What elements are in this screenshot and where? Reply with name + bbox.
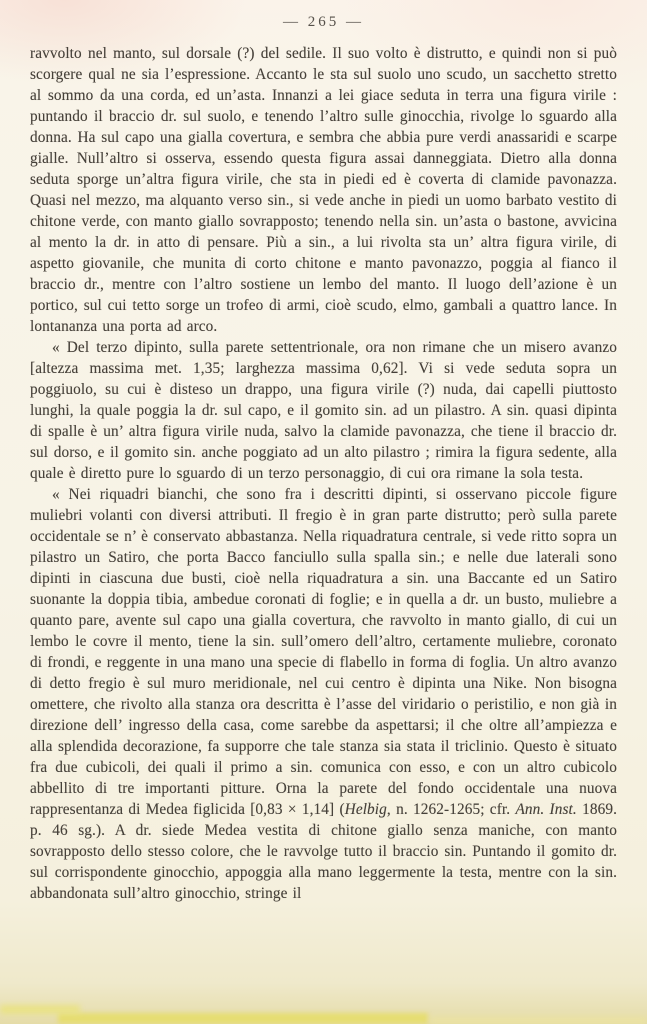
text-segment: « Nei riquadri bianchi, che sono fra i descritti dipinti, si osservano piccole figure muliebri volanti con diversi attributi. Il fregio è in gran parte distrutto; però sulla parete occidentale se n’ è conservato abbastanza. Nella riquadratura centrale, si vede ritto sopra un pilastro un Satiro, che porta Bacco fanciullo sulla spalla sin.; e nelle due laterali sono dipinti in ciascuna due busti, cioè nella riquadratura a sin. una Baccante ed un Satiro suonante la doppia tibia, ambedue coronati di foglie; e in quella a dr. un busto, muliebre a quanto pare, avente sul capo una gialla covertura, che ravvolto in manto giallo, di cui un lembo le covre il mento, tiene la sin. sull’omero dell’altro, certamente muliebre, coronato di frondi, e reggente in una mano una specie di flabello in forma di foglia. Un altro avanzo di detto fregio è sul muro meridionale, nel cui centro è dipinta una Nike. Non bisogna omettere, che rivolto alla stanza ora descritta è l’asse del viridario o peristilio, e non già in direzione dell’ ingresso della casa, come sarebbe da aspettarsi; il che oltre all’ampiezza e alla splendida decorazione, fa supporre che tale stanza sia stata il triclinio. Questo è situato fra due cubicoli, dei quali il primo a sin. comunica con esso, e con un altro cubicolo abbellito di tre importanti pitture. Orna la parete del fondo occidentale una nuova rappresentanza di Medea figlicida [0,83 × 1,14] ( [30,486,617,818]
page-number: — 265 — [283,14,364,30]
text-segment: « Del terzo dipinto, sulla parete settentrionale, ora non rimane che un misero avanzo [altezza massima met. 1,35; larghezza massima 0,62]. Vi si vede seduta sopra un poggiuolo, su cui è disteso un drappo, una figura virile (?) nuda, dai capelli piuttosto lunghi, la quale poggia la dr. sul capo, e il gomito sin. ad un pilastro. A sin. quasi dipinta di spalle è un’ altra figura virile nuda, salvo la clamide pavonazza, che tiene il braccio dr. sul dorso, e il gomito sin. anche poggiato ad un alto pilastro ; rimira la figura sedente, alla quale è diretto pure lo sguardo di un terzo personaggio, di cui ora rimane la sola testa. [30,339,617,482]
citation-author-italic: Helbig [344,801,387,818]
text-segment: ravvolto nel manto, sul dorsale (?) del sedile. Il suo volto è distrutto, e quindi non si può scorgere qual ne sia l’espressione. Accanto le sta sul suolo uno scudo, un sacchetto stretto al sommo da una corda, ed un’asta. Innanzi a lei giace seduta in terra una figura virile : puntando il braccio dr. sul suolo, e tenendo l’altro sulle ginocchia, rivolge lo sguardo alla donna. Ha sul capo una gialla covertura, e sembra che abbia pure verdi anassaridi e scarpe gialle. Null’altro si osserva, essendo questa figura assai danneggiata. Dietro alla donna seduta sporge un’altra figura virile, che sta in piedi ed è coverta di clamide pavonazza. Quasi nel mezzo, ma alquanto verso sin., si vede anche in piedi un uomo barbato vestito di chitone verde, con manto giallo sovrapposto; tenendo nella sin. un’asta o bastone, avvicina al mento la dr. in atto di pensare. Più a sin., a lui rivolta sta un’ altra figura virile, di aspetto giovanile, che munita di corto chitone e manto pavonazzo, poggia al fianco il braccio dr., mentre con l’altro sostiene un lembo del manto. Il luogo dell’azione è un portico, sul cui tetto sorge un trofeo di armi, cioè scudo, elmo, gambali a quattro lance. In lontananza una porta ad arco. [30,45,617,335]
paragraph-continuation [30,43,617,337]
page-edge-stain [58,1013,428,1024]
paragraph-frieze-and-medea [30,484,617,904]
page-edge-stain [0,1005,80,1014]
citation-journal-italic: Ann. Inst. [515,801,577,818]
page-edge-stain [430,1017,647,1024]
text-segment: , n. 1262-1265; cfr. [386,801,516,818]
text-segment: 1869. p. 46 sg.). A dr. siede Medea vestita di chitone giallo senza maniche, con manto sovrapposto dello stesso colore, che le ravvolge tutto il braccio sin. Puntando il gomito dr. sul corrispondente ginocchio, appoggia alla mano leggermente la testa, mentre con la sin. abbandonata sull’altro ginocchio, stringe il [30,801,618,902]
paragraph-third-painting [30,337,617,484]
text-block [30,43,617,904]
